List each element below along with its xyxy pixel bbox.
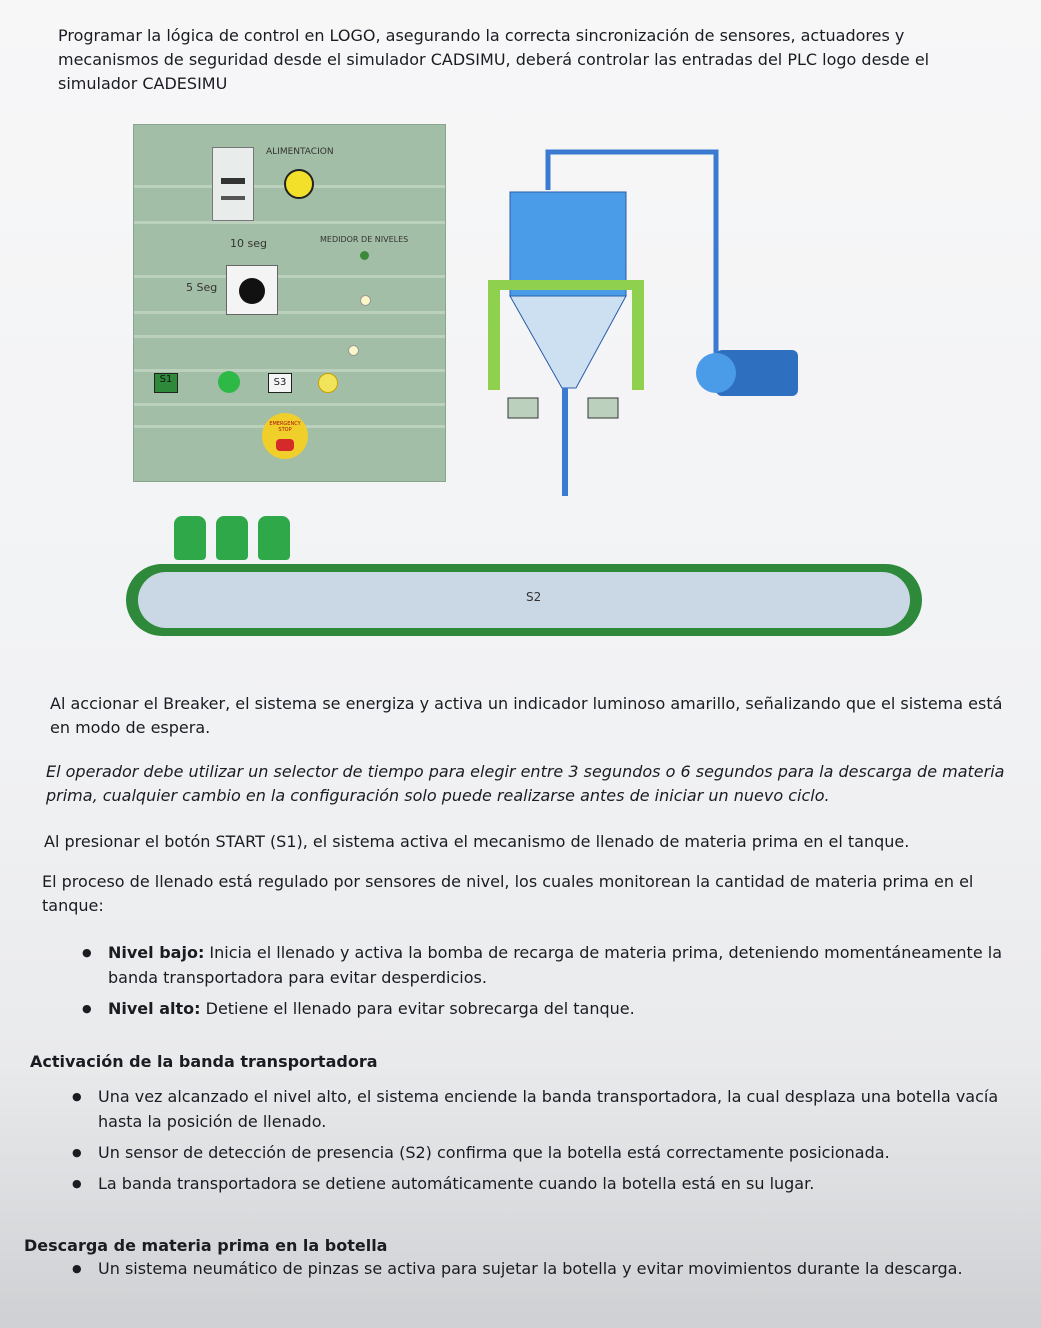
tank-frame-top — [488, 280, 644, 290]
bottle — [258, 516, 290, 560]
level-led-mid — [360, 295, 371, 306]
tank-system-diagram — [480, 140, 840, 500]
power-label: ALIMENTACION — [266, 147, 334, 157]
list-item: ● Un sistema neumático de pinzas se activa para sujetar la botella y evitar movimientos durante la descarga. — [66, 1256, 1006, 1281]
start-indicator-lamp — [218, 371, 240, 393]
tank-frame-right — [632, 280, 644, 390]
level-led-high — [360, 251, 369, 260]
level-list — [76, 940, 1006, 1027]
gripper-left — [508, 398, 538, 418]
list-item: ● Una vez alcanzado el nivel alto, el sistema enciende la banda transportadora, la cual desplaza una botella vacía hasta la posición de llenado. — [66, 1084, 1006, 1134]
timer-10-label: 10 seg — [230, 237, 267, 250]
time-selector-switch[interactable] — [226, 265, 278, 315]
pump-head — [696, 353, 736, 393]
button-s3[interactable]: S3 — [268, 373, 292, 393]
emergency-stop-button[interactable]: EMERGENCY STOP — [262, 413, 308, 459]
timer-5-label: 5 Seg — [186, 281, 218, 294]
bottle — [216, 516, 248, 560]
list-item: ● La banda transportadora se detiene automáticamente cuando la botella está en su lugar. — [66, 1171, 1006, 1196]
intro-paragraph: Programar la lógica de control en LOGO, asegurando la correcta sincronización de sensores, actuadores y mecanismos de seguridad desde el simulador CADSIMU, deberá controlar las entradas del PLC logo desde el simulador CADESIMU — [58, 26, 930, 93]
section-title-conveyor: Activación de la banda transportadora — [30, 1052, 378, 1071]
discharge-list — [66, 1256, 1006, 1287]
gripper-right — [588, 398, 618, 418]
paragraph-levels: El proceso de llenado está regulado por sensores de nivel, los cuales monitorean la cantidad de materia prima en el tanque: — [42, 872, 974, 915]
list-item: ● Nivel alto: Detiene el llenado para evitar sobrecarga del tanque. — [76, 996, 1006, 1021]
start-button-s1[interactable]: S1 — [154, 373, 178, 393]
list-item: ● Nivel bajo: Inicia el llenado y activa la bomba de recarga de materia prima, deteniendo momentáneamente la banda transportadora para evitar desperdicios. — [76, 940, 1006, 990]
bottle — [174, 516, 206, 560]
paragraph-selector: El operador debe utilizar un selector de tiempo para elegir entre 3 segundos o 6 segundos para la descarga de materia prima, cualquier cambio en la configuración solo puede realizarse antes de iniciar un nuevo ciclo. — [46, 762, 1005, 805]
conveyor-list — [66, 1084, 1006, 1202]
section-title-discharge: Descarga de materia prima en la botella — [24, 1236, 388, 1255]
sensor-s2-label: S2 — [526, 590, 542, 604]
paragraph-start: Al presionar el botón START (S1), el sistema activa el mecanismo de llenado de materia prima en el tanque. — [44, 832, 910, 851]
tank-outlet-pipe — [562, 388, 568, 496]
tank-cone — [510, 296, 626, 388]
tank-frame-left — [488, 280, 500, 390]
list-item: ● Un sensor de detección de presencia (S2) confirma que la botella está correctamente posicionada. — [66, 1140, 1006, 1165]
paragraph-breaker: Al accionar el Breaker, el sistema se energiza y activa un indicador luminoso amarillo, señalizando que el sistema está en modo de espera. — [50, 694, 1003, 737]
breaker-switch[interactable] — [212, 147, 254, 221]
level-meter-label: MEDIDOR DE NIVELES — [320, 235, 409, 244]
warning-indicator-lamp — [318, 373, 338, 393]
control-panel — [133, 124, 446, 482]
conveyor-belt — [126, 564, 922, 636]
level-led-low — [348, 345, 359, 356]
power-indicator-lamp — [284, 169, 314, 199]
